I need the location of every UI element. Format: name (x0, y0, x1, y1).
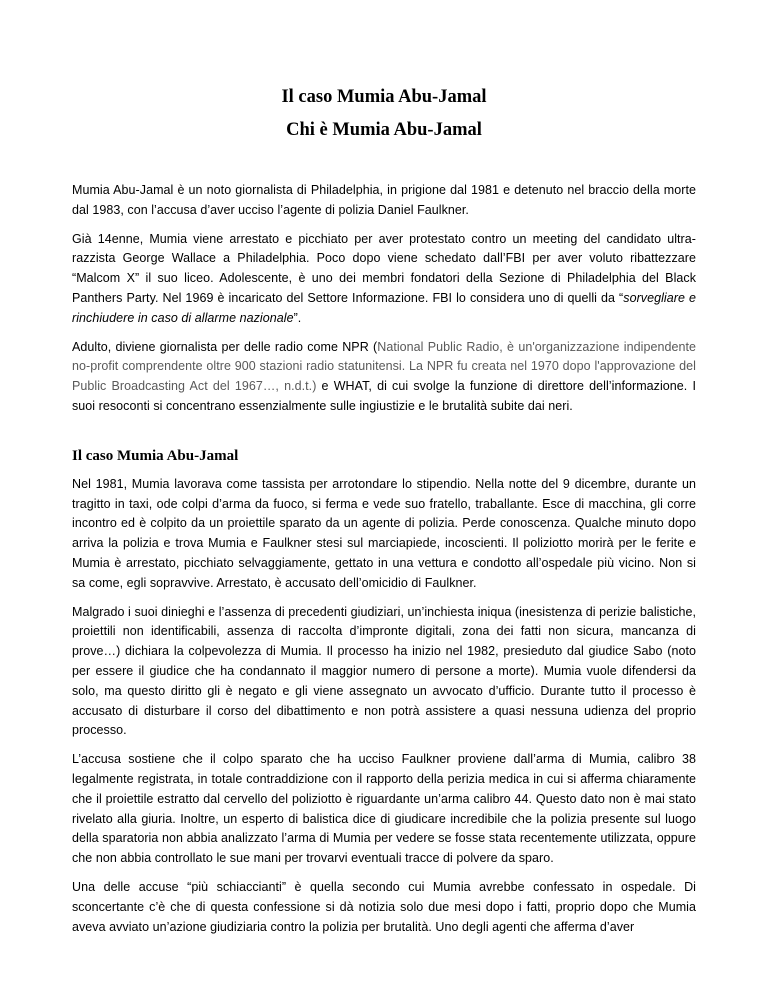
intro-paragraph-2-italic: sorvegliare e rinchiudere in caso di allarme nazionale (72, 290, 696, 325)
page-title: Il caso Mumia Abu-Jamal (281, 87, 487, 107)
intro-paragraph-1: Mumia Abu-Jamal è un noto giornalista di Philadelphia, in prigione dal 1981 e detenuto nel braccio della morte dal 1983, con l’accusa d’aver ucciso l’agente di polizia Daniel Faulkner. (72, 183, 696, 217)
section-heading: Il caso Mumia Abu-Jamal (72, 447, 239, 464)
section-paragraph-3: L’accusa sostiene che il colpo sparato che ha ucciso Faulkner proviene dall’arma di Mumia, calibro 38 legalmente registrata, in totale contraddizione con il rapporto della perizia medica in cui si afferma chiaramente che il proiettile estratto dal cervello del poliziotto è riguardante un’arma calibro 44. Questo dato non è mai stato rivelato alla giuria. Inoltre, un esperto di balistica dice di giudicare incredibile che la polizia presente sul luogo della sparatoria non abbia analizzato l’arma di Mumia per vedere se fosse stata recentemente utilizzata, oppure che non abbia controllato le sue mani per trovarvi eventuali tracce di polvere da sparo. (72, 752, 696, 866)
intro-paragraph-3-end: e WHAT, di cui svolge la funzione di direttore dell’informazione. I suoi resoconti si concentrano essenzialmente sulle ingiustizie e le brutalità subite dai neri. (72, 379, 696, 413)
intro-paragraph-3-start: Adulto, diviene giornalista per delle radio come NPR ( (72, 339, 378, 354)
intro-paragraph-2-text: Già 14enne, Mumia viene arrestato e picchiato per aver protestato contro un meeting del candidato ultra-razzista George Wallace a Philadelphia. Poco dopo viene schedato dall’FBI per aver voluto ribattezzare “Malcom X” il suo liceo. Adolescente, è uno dei membri fondatori della Sezione di Philadelphia del Black Panthers Party. Nel 1969 è incaricato del Settore Informazione. FBI lo considera uno di quelli da “ (72, 231, 696, 305)
section-paragraph-1: Nel 1981, Mumia lavorava come tassista per arrotondare lo stipendio. Nella notte del 9 dicembre, durante un tragitto in taxi, ode colpi d’arma da fuoco, si ferma e vede suo fratello, traballante. Esce di macchina, gli corre incontro ed è colpito da un proiettile sparato da un agente di polizia. Perde conoscenza. Qualche minuto dopo arriva la polizia e trova Mumia e Faulkner stesi sul marciapiede, incoscienti. Il poliziotto morirà per le ferite e Mumia è arrestato, picchiato selvaggiamente, gettato in una vettura e condotto all’ospedale più vicino. Non si sa come, egli sopravvive. Arrestato, è accusato dell’omicidio di Faulkner. (72, 476, 696, 590)
intro-paragraph-2 (72, 230, 696, 329)
page-subtitle: Chi è Mumia Abu-Jamal (286, 119, 482, 140)
intro-paragraph-2-end: ”. (293, 310, 302, 325)
npr-note: National Public Radio, è un'organizzazione indipendente no-profit comprendente oltre 900 stazioni radio statunitensi. La NPR fu creata nel 1970 dopo l'approvazione del Public Broadcasting Act del 1967…, n.d.t.) (72, 339, 696, 394)
section-paragraph-2: Malgrado i suoi dinieghi e l’assenza di precedenti giudiziari, un’inchiesta iniqua (inesistenza di perizie balistiche, proiettili non identificabili, assenza di raccolta d’impronte digitali, zona dei fatti non sicura, mancanza di prove…) dichiara la colpevolezza di Mumia. Il processo ha inizio nel 1982, presieduto dal giudice Sabo (noto per essere il giudice che ha condannato il maggior numero di persone a morte). Mumia vuole difendersi da solo, ma questo diritto gli è negato e gli viene assegnato un avvocato d’ufficio. Durante tutto il processo è accusato di disturbare il corso del dibattimento e non potrà assistere a quasi nessuna udienza del proprio processo. (72, 604, 696, 738)
intro-paragraph-3 (72, 338, 696, 417)
section-paragraph-4: Una delle accuse “più schiaccianti” è quella secondo cui Mumia avrebbe confessato in ospedale. Di sconcertante c’è che di questa confessione si dà notizia solo due mesi dopo i fatti, proprio dopo che Mumia aveva avviato un’azione giudiziaria contro la polizia per brutalità. Uno degli agenti che afferma d’aver (72, 879, 696, 934)
